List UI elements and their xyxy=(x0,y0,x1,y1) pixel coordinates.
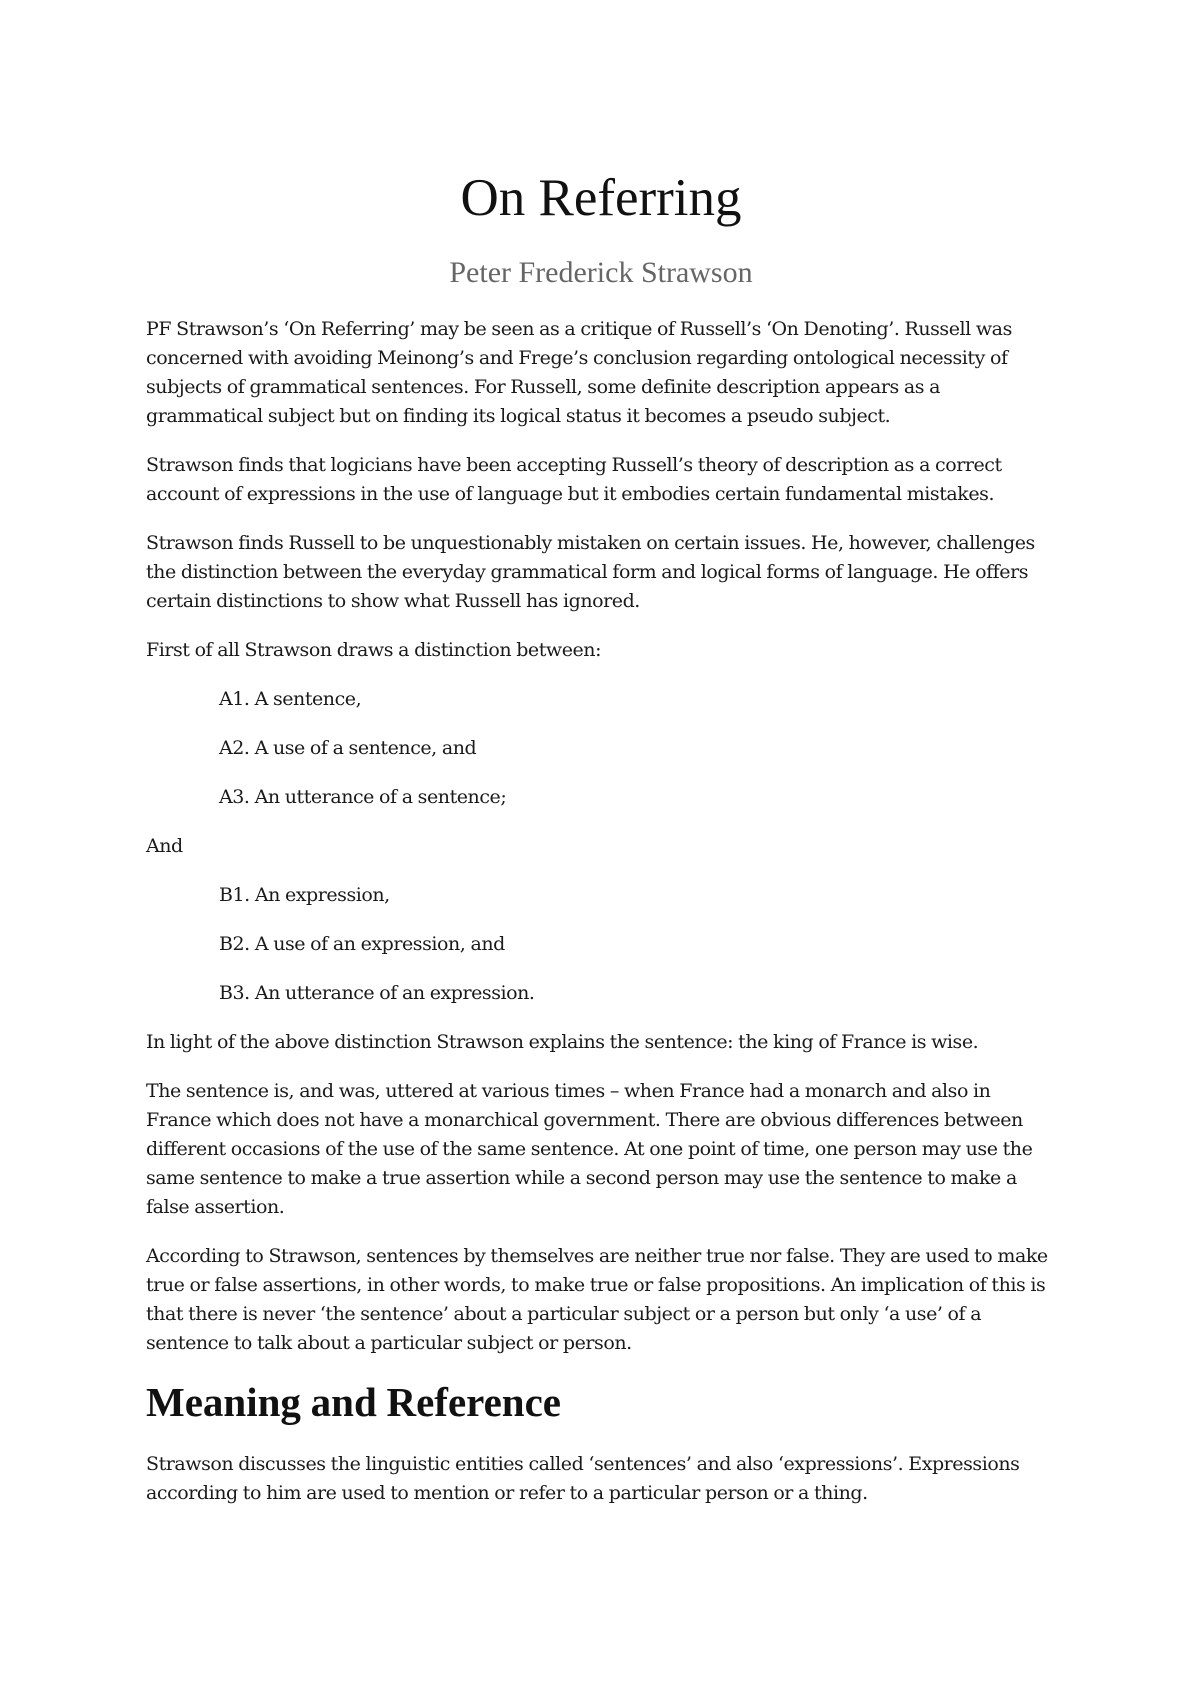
list-item: B1. An expression, xyxy=(219,884,390,906)
paragraph: Strawson discusses the linguistic entities called ‘sentences’ and also ‘expressions’. Expressions according to him are used to mention or refer to a particular person or a thing. xyxy=(146,1453,1020,1504)
paragraph: Strawson finds that logicians have been accepting Russell’s theory of description as a correct account of expressions in the use of language but it embodies certain fundamental mistakes. xyxy=(146,454,1002,505)
list-item: B3. An utterance of an expression. xyxy=(219,982,535,1004)
document-title: On Referring xyxy=(460,169,742,227)
paragraph: According to Strawson, sentences by themselves are neither true nor false. They are used to make true or false assertions, in other words, to make true or false propositions. An implication of this is that there is never ‘the sentence’ about a particular subject or a person but only ‘a use’ of a sentence to talk about a particular subject or person. xyxy=(146,1245,1048,1354)
document-author: Peter Frederick Strawson xyxy=(449,256,753,289)
paragraph: And xyxy=(146,835,183,857)
paragraph: PF Strawson’s ‘On Referring’ may be seen as a critique of Russell’s ‘On Denoting’. Russell was concerned with avoiding Meinong’s and Frege’s conclusion regarding ontological necessity of subjects of grammatical sentences. For Russell, some definite description appears as a grammatical subject but on finding its logical status it becomes a pseudo subject. xyxy=(146,318,1012,427)
paragraph: Strawson finds Russell to be unquestionably mistaken on certain issues. He, however, challenges the distinction between the everyday grammatical form and logical forms of language. He offers certain distinctions to show what Russell has ignored. xyxy=(146,532,1035,612)
paragraph: In light of the above distinction Strawson explains the sentence: the king of France is wise. xyxy=(146,1031,979,1053)
section-heading: Meaning and Reference xyxy=(146,1379,562,1425)
list-item: A2. A use of a sentence, and xyxy=(219,737,477,759)
document-body xyxy=(146,315,1056,1528)
list-item: A3. An utterance of a sentence; xyxy=(219,786,507,808)
paragraph: First of all Strawson draws a distinction between: xyxy=(146,639,602,661)
paragraph: The sentence is, and was, uttered at various times – when France had a monarch and also in France which does not have a monarchical government. There are obvious differences between different occasions of the use of the same sentence. At one point of time, one person may use the same sentence to make a true assertion while a second person may use the sentence to make a false assertion. xyxy=(146,1080,1033,1218)
list-item: B2. A use of an expression, and xyxy=(219,933,505,955)
list-item: A1. A sentence, xyxy=(219,688,362,710)
